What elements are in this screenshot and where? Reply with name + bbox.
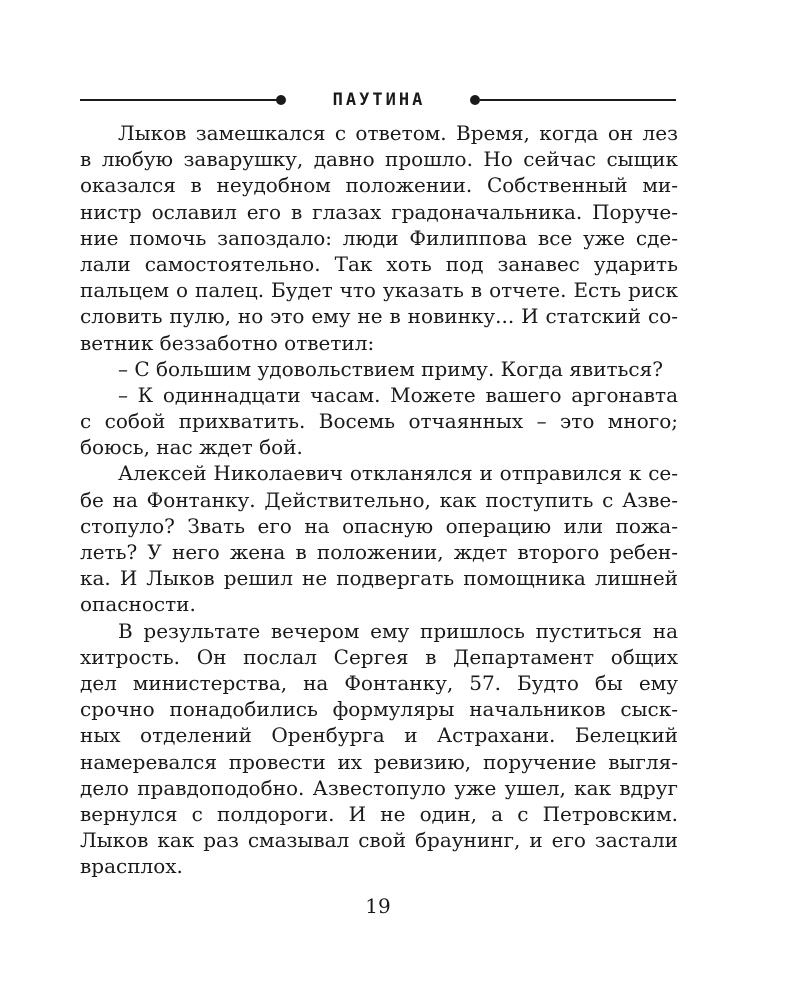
- text-line: срочно понадобились формуляры начальников сыск-: [80, 697, 678, 722]
- text-line: бе на Фонтанку. Действительно, как поступить с Азве-: [80, 487, 678, 512]
- text-line: лали самостоятельно. Так хоть под занавес ударить: [80, 251, 678, 276]
- body-text: [80, 120, 678, 879]
- text-line: В результате вечером ему пришлось пуститься на: [118, 618, 678, 643]
- text-line: с собой прихватить. Восемь отчаянных – это много;: [80, 409, 678, 434]
- text-line: словить пулю, но это ему не в новинку... И статский со-: [80, 304, 678, 329]
- text-line: дел министерства, на Фонтанку, 57. Будто бы ему: [80, 670, 678, 695]
- text-line: в любую заварушку, давно прошло. Но сейчас сыщик: [80, 147, 678, 172]
- text-line: вернулся с полдороги. И не один, а с Петровским.: [80, 801, 678, 826]
- dialogue-line: – К одиннадцати часам. Можете вашего аргонавта: [118, 382, 678, 407]
- text-line: ние помочь запоздало: люди Филиппова все уже сде-: [80, 225, 678, 250]
- running-head-rule-left: [80, 99, 278, 101]
- text-line: ка. И Лыков решил не подвергать помощника лишней: [80, 566, 678, 591]
- bullet-ornament-right: [470, 95, 480, 105]
- running-head-title: ПАУТИНА: [332, 90, 426, 110]
- text-line: леть? У него жена в положении, ждет второго ребен-: [80, 540, 678, 564]
- text-line: оказался в неудобном положении. Собственный ми-: [80, 173, 678, 198]
- text-line: дело правдоподобно. Азвестопуло уже ушел, как вдруг: [80, 775, 678, 800]
- bullet-ornament-left: [276, 95, 286, 105]
- text-line: намеревался провести их ревизию, поручение выгля-: [80, 749, 678, 774]
- text-line: ветник беззаботно ответил:: [80, 330, 375, 355]
- text-line: хитрость. Он послал Сергея в Департамент общих: [80, 644, 678, 669]
- text-line: Алексей Николаевич откланялся и отправился к се-: [118, 461, 678, 486]
- text-line: ных отделений Оренбурга и Астрахани. Белецкий: [80, 723, 678, 748]
- text-line: стопуло? Звать его на опасную операцию или пожа-: [80, 513, 678, 538]
- running-head: [80, 86, 676, 114]
- dialogue-line: – С большим удовольствием приму. Когда явиться?: [118, 356, 663, 381]
- text-line: боюсь, нас ждет бой.: [80, 435, 303, 460]
- text-line: Лыков замешкался с ответом. Время, когда он лез: [118, 121, 678, 145]
- page-number: 19: [365, 894, 391, 918]
- text-line: врасплох.: [80, 854, 183, 879]
- text-line: нистр ославил его в глазах градоначальника. Поруче-: [80, 199, 678, 224]
- text-line: пальцем о палец. Будет что указать в отчете. Есть риск: [80, 278, 678, 303]
- text-line: опасности.: [80, 592, 196, 617]
- text-line: Лыков как раз смазывал свой браунинг, и его застали: [80, 828, 678, 853]
- running-head-rule-right: [480, 99, 676, 101]
